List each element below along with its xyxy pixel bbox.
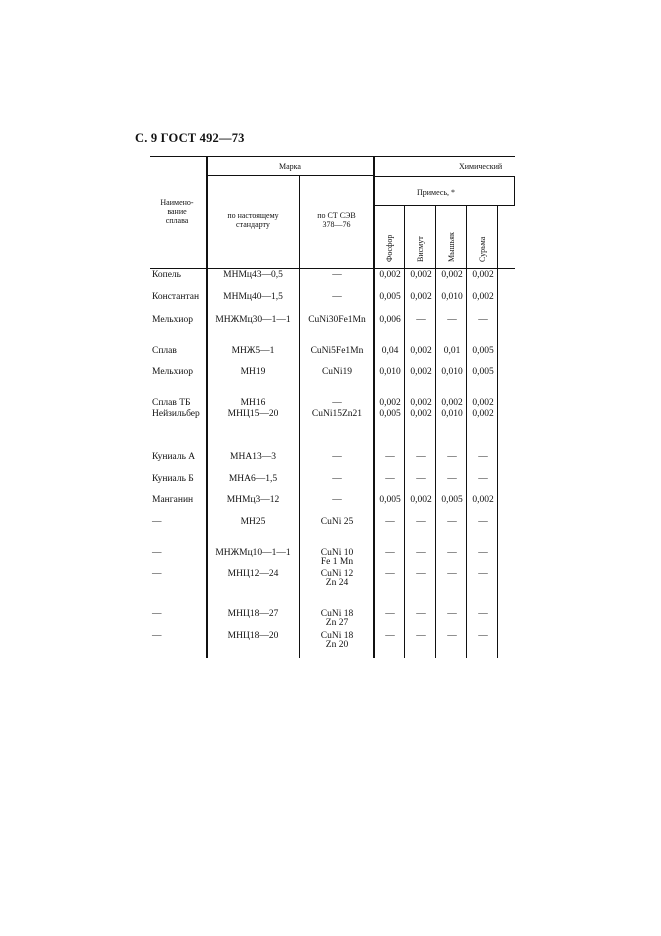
cell-antimony: — <box>478 517 488 527</box>
cell-antimony: 0,002 <box>472 398 494 408</box>
cell-bismuth: 0,002 <box>410 367 432 377</box>
cell-phosphorus: 0,005 <box>379 292 401 302</box>
cell-grade: МНЦ18—27 <box>227 609 279 619</box>
cell-bismuth: — <box>416 548 426 558</box>
cell-phosphorus: 0,006 <box>379 315 401 325</box>
header-grade: Марка <box>279 162 301 171</box>
cell-arsenic: — <box>447 452 457 462</box>
cell-arsenic: 0,005 <box>441 495 463 505</box>
cell-antimony: 0,002 <box>472 292 494 302</box>
cell-grade: МНА13—3 <box>230 452 276 462</box>
cell-arsenic: — <box>447 548 457 558</box>
cell-bismuth: — <box>416 315 426 325</box>
header-grade-current-line: стандарту <box>236 220 270 229</box>
cell-cmea-line2: Zn 20 <box>325 640 349 650</box>
header-grade-current-line: по настоящему <box>227 211 279 220</box>
cell-phosphorus: — <box>385 569 395 579</box>
header-impurity: Примесь, * <box>416 188 456 197</box>
cell-cmea: CuNi 18 <box>320 631 354 641</box>
cell-grade: МНМц43—0,5 <box>223 270 283 280</box>
header-grade-current <box>207 211 299 229</box>
cell-cmea: — <box>332 495 342 505</box>
cell-cmea: CuNi5Fe1Mn <box>310 346 364 356</box>
cell-arsenic: 0,010 <box>441 292 463 302</box>
cell-alloy-name: Копель <box>152 270 181 280</box>
cell-arsenic: — <box>447 474 457 484</box>
cell-phosphorus: — <box>385 517 395 527</box>
cell-alloy-name: — <box>152 517 162 527</box>
cell-alloy-name: Куниаль А <box>152 452 196 462</box>
cell-phosphorus: — <box>385 631 395 641</box>
cell-antimony: 0,002 <box>472 409 494 419</box>
cell-phosphorus: 0,010 <box>379 367 401 377</box>
cell-grade: МН19 <box>240 367 266 377</box>
cell-cmea-line2: Fe 1 Mn <box>320 557 354 567</box>
cell-bismuth: — <box>416 609 426 619</box>
cell-grade: МНЖМц30—1—1 <box>215 315 291 325</box>
cell-cmea-line2: Zn 24 <box>325 578 349 588</box>
cell-alloy-name: — <box>152 569 162 579</box>
cell-antimony: — <box>478 548 488 558</box>
cell-grade: МНМц40—1,5 <box>223 292 283 302</box>
cell-antimony: 0,005 <box>472 367 494 377</box>
cell-bismuth: — <box>416 569 426 579</box>
cell-bismuth: 0,002 <box>410 409 432 419</box>
cell-cmea: CuNi 25 <box>320 517 354 527</box>
cell-arsenic: — <box>447 315 457 325</box>
cell-phosphorus: — <box>385 452 395 462</box>
header-bismuth: Висмут <box>416 236 425 262</box>
page-header: С. 9 ГОСТ 492—73 <box>135 131 245 145</box>
cell-phosphorus: — <box>385 474 395 484</box>
cell-cmea: CuNi15Zn21 <box>311 409 363 419</box>
cell-alloy-name: Куниаль Б <box>152 474 194 484</box>
cell-grade: МНА6—1,5 <box>228 474 278 484</box>
cell-antimony: — <box>478 315 488 325</box>
cell-grade: МНЖМц10—1—1 <box>215 548 291 558</box>
cell-alloy-name: Сплав ТБ <box>152 398 191 408</box>
cell-bismuth: 0,002 <box>410 398 432 408</box>
cell-grade: МН25 <box>240 517 266 527</box>
header-arsenic: Мышьяк <box>447 232 456 262</box>
cell-bismuth: — <box>416 452 426 462</box>
cell-phosphorus: 0,002 <box>379 398 401 408</box>
cell-arsenic: — <box>447 631 457 641</box>
cell-antimony: 0,002 <box>472 270 494 280</box>
cell-bismuth: 0,002 <box>410 270 432 280</box>
cell-grade: МНМц3—12 <box>226 495 280 505</box>
cell-grade: МНЦ12—24 <box>227 569 279 579</box>
cell-arsenic: 0,010 <box>441 367 463 377</box>
header-grade-cmea-line: по СТ СЭВ <box>317 211 356 220</box>
cell-phosphorus: — <box>385 548 395 558</box>
cell-alloy-name: Сплав <box>152 346 177 356</box>
cell-cmea: CuNi 10 <box>320 548 354 558</box>
header-alloy-name-line: вание <box>167 207 187 216</box>
cell-alloy-name: — <box>152 631 162 641</box>
cell-arsenic: 0,010 <box>441 409 463 419</box>
header-alloy-name-line: Наимено- <box>160 198 194 207</box>
cell-antimony: — <box>478 569 488 579</box>
cell-cmea: — <box>332 270 342 280</box>
cell-bismuth: 0,002 <box>410 292 432 302</box>
cell-cmea: — <box>332 452 342 462</box>
cell-cmea: — <box>332 292 342 302</box>
header-phosphorus: Фосфор <box>385 234 394 262</box>
cell-phosphorus: 0,002 <box>379 270 401 280</box>
cell-cmea: — <box>332 474 342 484</box>
cell-grade: МНЦ15—20 <box>227 409 279 419</box>
cell-alloy-name: Мельхиор <box>152 367 193 377</box>
cell-alloy-name: Нейзильбер <box>152 409 200 419</box>
cell-grade: МН16 <box>240 398 266 408</box>
cell-antimony: — <box>478 452 488 462</box>
cell-antimony: 0,005 <box>472 346 494 356</box>
cell-arsenic: — <box>447 517 457 527</box>
cell-alloy-name: — <box>152 548 162 558</box>
cell-bismuth: — <box>416 474 426 484</box>
cell-antimony: 0,002 <box>472 495 494 505</box>
cell-phosphorus: — <box>385 609 395 619</box>
cell-arsenic: — <box>447 569 457 579</box>
header-grade-cmea-line: 378—76 <box>322 220 351 229</box>
header-alloy-name <box>152 198 202 225</box>
cell-cmea: CuNi 12 <box>320 569 354 579</box>
cell-alloy-name: Манганин <box>152 495 194 505</box>
cell-arsenic: 0,01 <box>443 346 461 356</box>
header-grade-cmea <box>300 211 373 229</box>
cell-cmea: CuNi30Fe1Mn <box>308 315 366 325</box>
cell-bismuth: 0,002 <box>410 346 432 356</box>
cell-bismuth: — <box>416 631 426 641</box>
cell-alloy-name: Мельхиор <box>152 315 193 325</box>
cell-antimony: — <box>478 609 488 619</box>
cell-bismuth: 0,002 <box>410 495 432 505</box>
cell-arsenic: 0,002 <box>441 398 463 408</box>
cell-cmea: CuNi19 <box>321 367 353 377</box>
cell-phosphorus: 0,005 <box>379 495 401 505</box>
cell-alloy-name: Константан <box>152 292 200 302</box>
header-alloy-name-line: сплава <box>165 216 189 225</box>
cell-bismuth: — <box>416 517 426 527</box>
cell-grade: МНЦ18—20 <box>227 631 279 641</box>
cell-cmea: CuNi 18 <box>320 609 354 619</box>
cell-phosphorus: 0,04 <box>381 346 399 356</box>
cell-cmea-line2: Zn 27 <box>325 618 349 628</box>
cell-antimony: — <box>478 631 488 641</box>
cell-antimony: — <box>478 474 488 484</box>
cell-arsenic: 0,002 <box>441 270 463 280</box>
cell-cmea: — <box>332 398 342 408</box>
cell-arsenic: — <box>447 609 457 619</box>
cell-alloy-name: — <box>152 609 162 619</box>
cell-grade: МНЖ5—1 <box>231 346 275 356</box>
header-chemical: Химический <box>459 162 503 171</box>
header-antimony: Сурьма <box>478 236 487 262</box>
cell-phosphorus: 0,005 <box>379 409 401 419</box>
